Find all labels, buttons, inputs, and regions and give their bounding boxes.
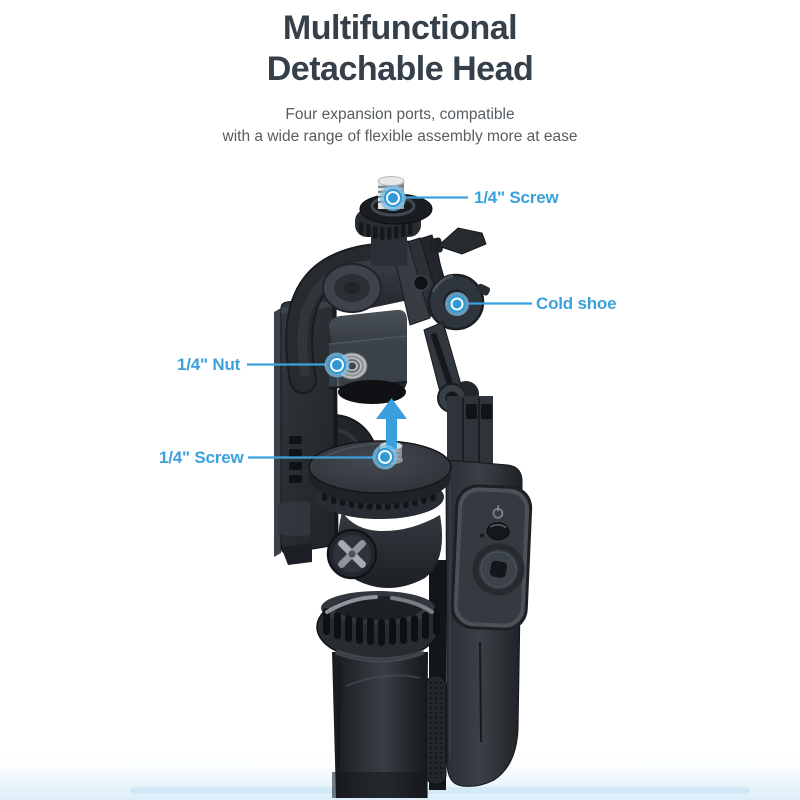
wing-bolt: [429, 228, 486, 254]
callout-dot-bottom-screw: [373, 445, 398, 470]
adjust-knob: [328, 530, 376, 578]
title-line-2: Detachable Head: [266, 50, 534, 88]
handle-grip: [426, 560, 446, 790]
shutter-button: [474, 545, 522, 593]
shutter-icon: [489, 560, 508, 579]
tripod-leg: [332, 652, 428, 798]
callout-dot-cold-shoe: [445, 292, 469, 316]
callout-label-bottom-screw: 1/4" Screw: [159, 448, 244, 467]
callout-dot-nut: [325, 353, 350, 378]
callout-dot-top-screw: [380, 185, 406, 211]
callout-label-quarter-nut: 1/4" Nut: [177, 355, 241, 374]
bluetooth-remote: [450, 483, 533, 631]
lock-collar: [317, 591, 440, 660]
callout-label-cold-shoe: Cold shoe: [536, 294, 617, 313]
callout-label-top-screw: 1/4" Screw: [474, 188, 559, 207]
title-line-1: Multifunctional: [282, 9, 518, 47]
subtitle-line-1: Four expansion ports, compatible: [285, 106, 515, 123]
head-underside: [338, 380, 406, 404]
ball-head: [309, 441, 451, 660]
subtitle-line-2: with a wide range of flexible assembly more at ease: [222, 128, 578, 145]
